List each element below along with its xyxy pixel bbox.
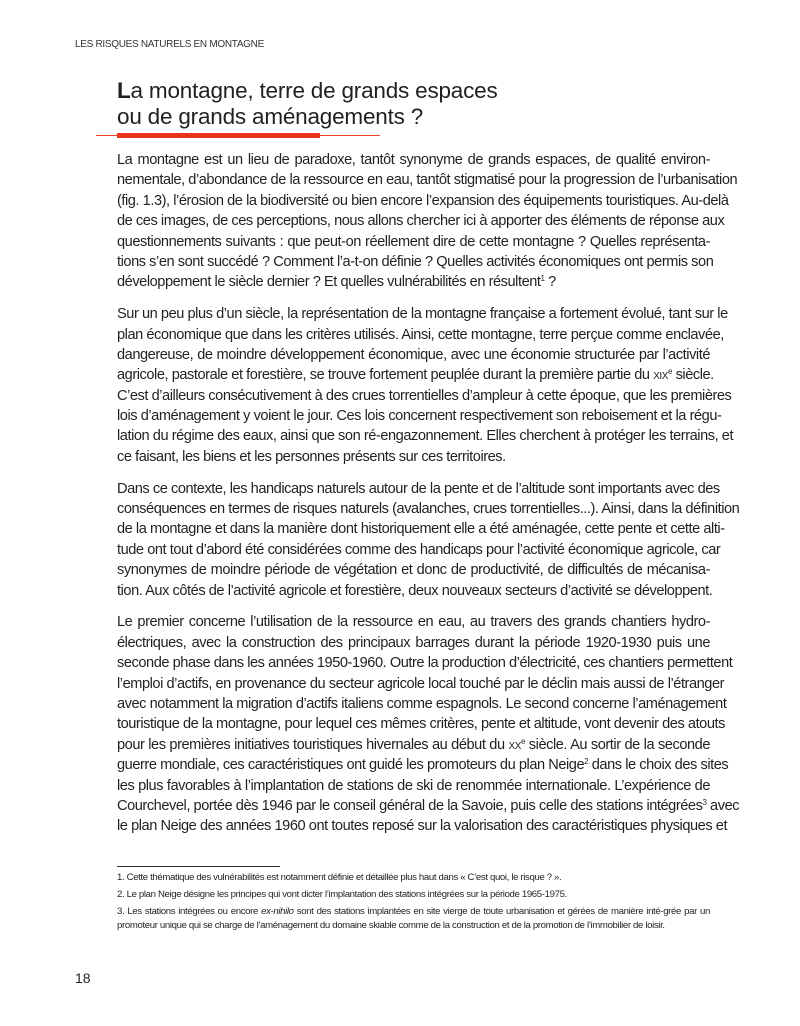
text-line	[117, 272, 710, 292]
text-run: conséquences en termes de risques naturels (avalanches, crues torrentielles...). Ainsi, dans la définition	[117, 501, 740, 518]
footnotes	[117, 871, 710, 936]
text-line	[117, 304, 728, 324]
text-line	[117, 150, 710, 170]
text-line	[117, 735, 710, 755]
text-run: 1. Cette thématique des vulnérabilités est notamment définie et détaillée plus haut dans « C’est quoi, le risque ? ».	[117, 872, 562, 883]
title-accent-bar	[117, 133, 320, 138]
text-line	[117, 211, 725, 231]
title-line1: a montagne, terre de grands espaces	[130, 78, 498, 103]
text-run: touristique de la montagne, pour lequel ces mêmes critères, pente et altitude, vont devenir des atouts	[117, 716, 725, 733]
text-run: agricole, pastorale et forestière, se trouve fortement peuplée durant la première partie du	[117, 367, 654, 384]
text-line	[117, 479, 720, 499]
text-line	[117, 170, 738, 190]
text-line	[117, 694, 727, 714]
text-line	[117, 776, 710, 796]
text-run: avec notamment la migration d’actifs italiens comme espagnols. Le second concerne l’aménagement	[117, 695, 727, 712]
text-line	[117, 426, 734, 446]
text-run: lation du régime des eaux, ainsi que son ré-engazonnement. Elles cherchent à protéger les terrains, et	[117, 428, 734, 445]
century-numeral: xx	[508, 736, 521, 753]
footnote-ref: 3	[702, 797, 707, 807]
text-run: (fig. 1.3), l’érosion de la biodiversité ou bien encore l’expansion des équipements touristiques. Au-delà	[117, 192, 729, 209]
footnote-ref: e	[520, 736, 525, 746]
text-run: lois d’aménagement y voient le jour. Ces lois concernent respectivement son reboisement et la régu-	[117, 408, 722, 425]
text-run: 2. Le plan Neige désigne les principes qui vont dicter l’implantation des stations intégrées sur la période 1965-1975.	[117, 889, 567, 900]
text-run: tion. Aux côtés de l’activité agricole et forestière, deux nouveaux secteurs d’activité se développent.	[117, 582, 713, 599]
section-title	[117, 78, 498, 130]
text-run: siècle.	[671, 367, 714, 384]
text-run: avec	[706, 797, 740, 814]
paragraph	[117, 304, 734, 467]
text-line	[117, 796, 740, 816]
text-run: Sur un peu plus d’un siècle, la représentation de la montagne française a fortement évolué, tant sur le	[117, 306, 728, 323]
text-run: nementale, d’abondance de la ressource en eau, tantôt stigmatisé pour la progression de l’urbanisation	[117, 172, 738, 189]
footnote	[117, 905, 710, 932]
paragraph	[117, 612, 740, 836]
text-line	[117, 365, 714, 385]
text-line	[117, 499, 740, 519]
text-line	[117, 612, 710, 632]
text-line	[117, 519, 725, 539]
text-run: l’emploi d’actifs, en provenance du secteur agricole local touché par le déclin mais aussi de l’étranger	[117, 675, 725, 692]
text-line	[117, 191, 729, 211]
text-line	[117, 755, 729, 775]
text-line	[117, 540, 721, 560]
text-line	[117, 325, 724, 345]
text-run: questionnements suivants : que peut-on réellement dire de cette montagne ? Quelles représenta-	[117, 233, 710, 250]
text-run: Le premier concerne l’utilisation de la ressource en eau, au travers des grands chantiers hydro-	[117, 614, 710, 631]
italic-term: ex-nihilo	[261, 906, 294, 917]
footnote-ref: 2	[584, 757, 589, 767]
text-run: dans le choix des sites	[588, 757, 729, 774]
text-run: Courchevel, portée dès 1946 par le conseil général de la Savoie, puis celle des stations intégrées	[117, 797, 703, 814]
text-line	[117, 345, 710, 365]
text-run: de ces images, de ces perceptions, nous allons chercher ici à apporter des éléments de réponse aux	[117, 213, 725, 230]
text-line	[117, 406, 722, 426]
text-run: ce faisant, les biens et les personnes présents sur ces territoires.	[117, 448, 506, 465]
text-run: sont des stations implantées en site vierge de toute urbanisation et gérées de manière inté-grée par un promoteur unique qui se charge de l’aménagement du domaine skiable comme de la construction et de la promotion de l’immobilier de loisir.	[117, 906, 710, 931]
paragraph	[117, 479, 740, 601]
text-run: La montagne est un lieu de paradoxe, tantôt synonyme de grands espaces, de qualité environ-	[117, 152, 710, 168]
text-line	[117, 386, 732, 406]
text-line	[117, 653, 733, 673]
footnote	[117, 888, 710, 902]
footnote-ref: e	[667, 367, 672, 377]
text-line	[117, 674, 725, 694]
text-line	[117, 560, 710, 580]
century-numeral: xix	[653, 367, 668, 384]
text-line	[117, 252, 714, 272]
running-head: LES RISQUES NATURELS EN MONTAGNE	[75, 39, 264, 50]
text-run: plan économique que dans les critères utilisés. Ainsi, cette montagne, terre perçue comme enclavée,	[117, 326, 724, 343]
text-line	[117, 232, 710, 252]
text-run: développement le siècle dernier ? Et quelles vulnérabilités en résultent	[117, 274, 541, 291]
text-run: ?	[544, 274, 556, 291]
footnote-ref: 1	[540, 274, 545, 284]
footnote	[117, 871, 710, 885]
text-line	[117, 447, 710, 467]
text-line	[117, 714, 725, 734]
text-run: le plan Neige des années 1960 ont toutes reposé sur la valorisation des caractéristiques physiques et	[117, 818, 728, 835]
text-run: synonymes de moindre période de végétation et donc de productivité, de difficultés de mécanisa-	[117, 562, 710, 579]
text-line	[117, 816, 728, 836]
text-run: 3. Les stations intégrées ou encore	[117, 906, 262, 917]
text-line	[117, 633, 710, 653]
footnote-divider	[117, 866, 280, 867]
text-run: tude ont tout d’abord été considérées comme des handicaps pour l’activité économique agricole, car	[117, 541, 721, 558]
text-run: guerre mondiale, ces caractéristiques ont guidé les promoteurs du plan Neige	[117, 757, 585, 774]
text-run: siècle. Au sortir de la seconde	[524, 736, 710, 753]
text-run: C’est d’ailleurs consécutivement à des crues torrentielles d’ampleur à cette époque, que les premières	[117, 387, 732, 404]
title-line2: ou de grands aménagements ?	[117, 104, 424, 129]
text-run: seconde phase dans les années 1950-1960. Outre la production d’électricité, ces chantiers permettent	[117, 655, 733, 672]
text-run: de la montagne et dans la manière dont historiquement elle a été aménagée, cette pente et cette alti-	[117, 521, 725, 538]
text-run: dangereuse, de moindre développement économique, avec une économie structurée par l’activité	[117, 346, 710, 363]
text-line	[117, 581, 713, 601]
title-first-letter: L	[117, 78, 131, 103]
text-run: pour les premières initiatives touristiques hivernales au début du	[117, 736, 509, 753]
body-text	[117, 150, 740, 837]
text-run: les plus favorables à l’implantation de stations de ski de renommée internationale. L’expérience de	[117, 777, 710, 794]
text-run: tions s’en sont succédé ? Comment l’a-t-on définie ? Quelles activités économiques ont permis son	[117, 253, 714, 270]
paragraph	[117, 150, 738, 293]
text-run: électriques, avec la construction des principaux barrages durant la période 1920-1930 puis une	[117, 634, 710, 651]
text-run: Dans ce contexte, les handicaps naturels autour de la pente et de l’altitude sont importants avec des	[117, 480, 720, 497]
page-number: 18	[75, 970, 91, 986]
